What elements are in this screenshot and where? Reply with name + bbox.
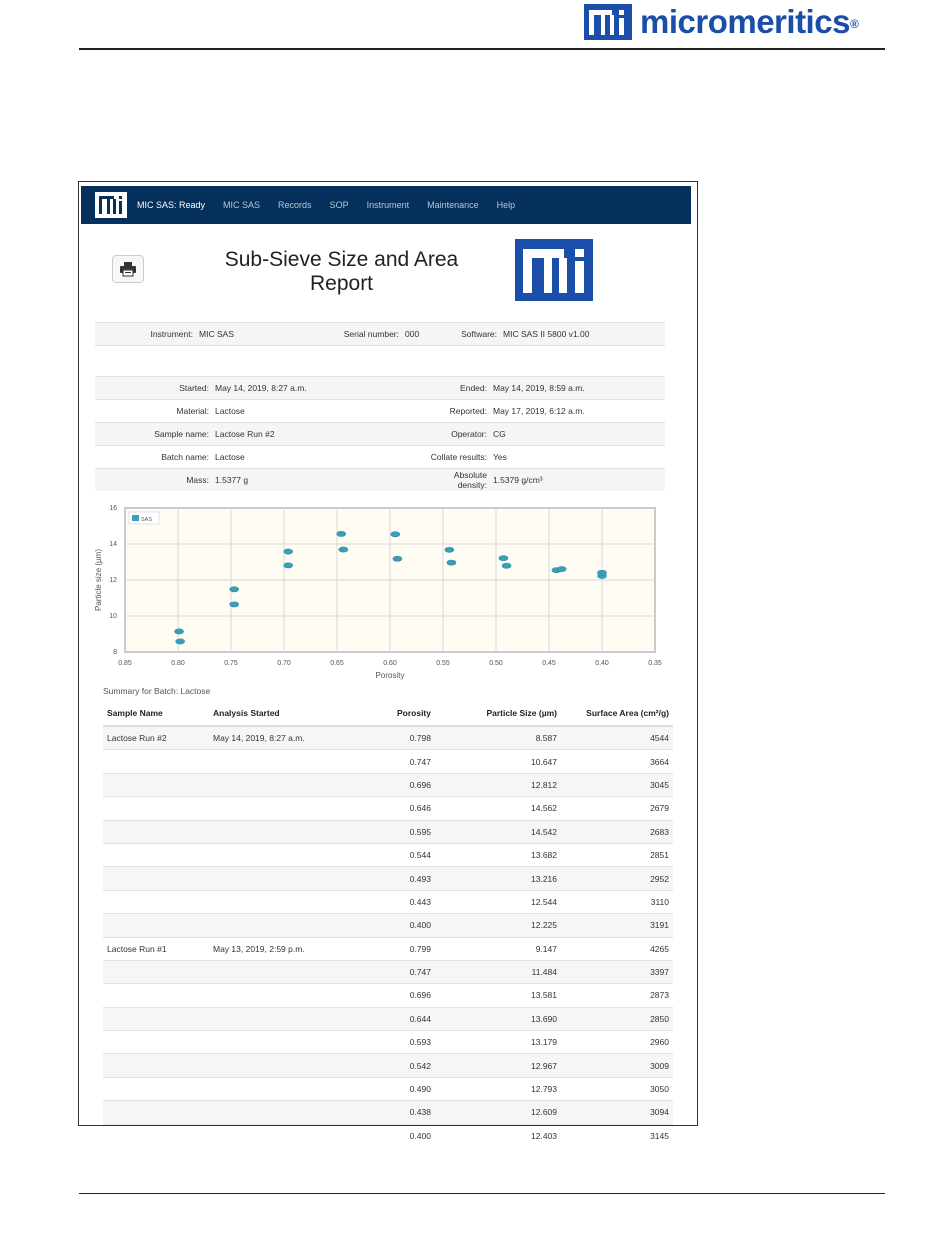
summary-table bbox=[103, 701, 673, 1147]
col-porosity: Porosity bbox=[367, 701, 435, 726]
data-point bbox=[447, 560, 456, 565]
col-analysis-started: Analysis Started bbox=[209, 701, 367, 726]
col-sample-name: Sample Name bbox=[103, 701, 209, 726]
x-tick-label: 0.50 bbox=[489, 660, 503, 667]
x-tick-label: 0.85 bbox=[118, 660, 132, 667]
table-row bbox=[103, 1124, 673, 1147]
cell-particle-size: 12.403 bbox=[435, 1124, 561, 1147]
cell-particle-size: 14.542 bbox=[435, 820, 561, 843]
cell-surface-area: 2851 bbox=[561, 843, 673, 866]
table-row bbox=[103, 1007, 673, 1030]
nav-help[interactable]: Help bbox=[496, 200, 516, 210]
cell-surface-area: 3045 bbox=[561, 773, 673, 796]
data-point bbox=[230, 602, 239, 607]
cell-sample-name bbox=[103, 1124, 209, 1147]
detail-right-value: CG bbox=[493, 429, 506, 439]
mi-logo-icon bbox=[515, 239, 593, 301]
analysis-details bbox=[95, 376, 665, 491]
cell-particle-size: 12.812 bbox=[435, 773, 561, 796]
cell-sample-name bbox=[103, 797, 209, 820]
cell-particle-size: 12.793 bbox=[435, 1077, 561, 1100]
cell-sample-name bbox=[103, 1007, 209, 1030]
nav-status[interactable]: MIC SAS: Ready bbox=[137, 200, 206, 210]
cell-analysis-started bbox=[209, 867, 367, 890]
detail-left-value: 1.5377 g bbox=[215, 475, 249, 485]
table-row bbox=[103, 890, 673, 913]
cell-particle-size: 13.216 bbox=[435, 867, 561, 890]
cell-surface-area: 4265 bbox=[561, 937, 673, 960]
table-row bbox=[103, 726, 673, 750]
data-point bbox=[445, 547, 454, 552]
table-row bbox=[103, 937, 673, 960]
mi-logo-icon[interactable] bbox=[95, 192, 127, 218]
data-point bbox=[598, 570, 607, 575]
y-tick-label: 16 bbox=[109, 505, 117, 512]
cell-surface-area: 2683 bbox=[561, 820, 673, 843]
cell-surface-area: 3050 bbox=[561, 1077, 673, 1100]
cell-analysis-started bbox=[209, 1124, 367, 1147]
table-row bbox=[103, 773, 673, 796]
cell-sample-name bbox=[103, 1054, 209, 1077]
detail-row bbox=[95, 445, 665, 468]
cell-porosity: 0.438 bbox=[367, 1101, 435, 1124]
cell-surface-area: 2873 bbox=[561, 984, 673, 1007]
detail-row bbox=[95, 399, 665, 422]
particle-size-chart bbox=[89, 502, 674, 692]
software-label: Software: bbox=[461, 329, 497, 339]
cell-particle-size: 11.484 bbox=[435, 960, 561, 983]
cell-porosity: 0.747 bbox=[367, 750, 435, 773]
cell-surface-area: 2952 bbox=[561, 867, 673, 890]
cell-sample-name bbox=[103, 773, 209, 796]
cell-analysis-started bbox=[209, 1031, 367, 1054]
data-point bbox=[230, 587, 239, 592]
app-screenshot bbox=[78, 181, 698, 1141]
cell-porosity: 0.747 bbox=[367, 960, 435, 983]
table-row bbox=[103, 1101, 673, 1124]
cell-sample-name bbox=[103, 843, 209, 866]
x-tick-label: 0.45 bbox=[542, 660, 556, 667]
report-title bbox=[199, 248, 484, 296]
table-row bbox=[103, 797, 673, 820]
cell-porosity: 0.593 bbox=[367, 1031, 435, 1054]
detail-left-label: Mass: bbox=[186, 475, 209, 485]
cell-analysis-started: May 14, 2019, 8:27 a.m. bbox=[209, 726, 367, 750]
legend-swatch bbox=[132, 515, 139, 521]
cell-sample-name bbox=[103, 890, 209, 913]
detail-right-value: May 17, 2019, 6:12 a.m. bbox=[493, 406, 585, 416]
instrument-row bbox=[95, 322, 665, 346]
cell-particle-size: 13.690 bbox=[435, 1007, 561, 1030]
detail-left-value: Lactose bbox=[215, 452, 245, 462]
cell-porosity: 0.799 bbox=[367, 937, 435, 960]
y-tick-label: 12 bbox=[109, 577, 117, 584]
cell-particle-size: 14.562 bbox=[435, 797, 561, 820]
cell-surface-area: 3009 bbox=[561, 1054, 673, 1077]
cell-sample-name bbox=[103, 1031, 209, 1054]
nav-maintenance[interactable]: Maintenance bbox=[427, 200, 479, 210]
table-row bbox=[103, 960, 673, 983]
x-tick-label: 0.55 bbox=[436, 660, 450, 667]
cell-porosity: 0.490 bbox=[367, 1077, 435, 1100]
micromeritics-logo bbox=[584, 4, 858, 40]
detail-right-label: Collate results: bbox=[430, 452, 487, 462]
cell-analysis-started bbox=[209, 914, 367, 937]
scatter-chart bbox=[89, 502, 674, 692]
cell-porosity: 0.696 bbox=[367, 773, 435, 796]
cell-porosity: 0.544 bbox=[367, 843, 435, 866]
cell-sample-name bbox=[103, 914, 209, 937]
software-value: MIC SAS II 5800 v1.00 bbox=[503, 329, 590, 339]
detail-left-value: Lactose bbox=[215, 406, 245, 416]
cell-porosity: 0.798 bbox=[367, 726, 435, 750]
report-title-line2: Report bbox=[309, 272, 374, 295]
cell-porosity: 0.646 bbox=[367, 797, 435, 820]
cell-particle-size: 13.179 bbox=[435, 1031, 561, 1054]
data-point bbox=[284, 549, 293, 554]
legend-label: SAS bbox=[141, 517, 153, 523]
detail-row bbox=[95, 376, 665, 399]
detail-left-label: Started: bbox=[179, 383, 209, 393]
cell-particle-size: 12.967 bbox=[435, 1054, 561, 1077]
detail-right-label: Absolute density: bbox=[453, 470, 487, 490]
cell-particle-size: 12.609 bbox=[435, 1101, 561, 1124]
table-row bbox=[103, 820, 673, 843]
cell-analysis-started bbox=[209, 1007, 367, 1030]
cell-sample-name bbox=[103, 1101, 209, 1124]
detail-left-label: Sample name: bbox=[154, 429, 209, 439]
serial-label: Serial number: bbox=[343, 329, 399, 339]
data-point bbox=[337, 531, 346, 536]
cell-surface-area: 3110 bbox=[561, 890, 673, 913]
cell-surface-area: 2679 bbox=[561, 797, 673, 820]
header-rule bbox=[79, 48, 885, 50]
data-point bbox=[176, 639, 185, 644]
x-tick-label: 0.35 bbox=[648, 660, 662, 667]
data-point bbox=[502, 563, 511, 568]
table-row bbox=[103, 984, 673, 1007]
x-axis-label: Porosity bbox=[375, 671, 405, 680]
cell-surface-area: 3094 bbox=[561, 1101, 673, 1124]
table-row bbox=[103, 843, 673, 866]
table-row bbox=[103, 1077, 673, 1100]
nav-mic-sas[interactable]: MIC SAS bbox=[223, 200, 261, 210]
cell-analysis-started bbox=[209, 750, 367, 773]
detail-row bbox=[95, 468, 665, 491]
data-point bbox=[499, 556, 508, 561]
detail-right-label: Ended: bbox=[460, 383, 487, 393]
cell-analysis-started bbox=[209, 843, 367, 866]
cell-porosity: 0.644 bbox=[367, 1007, 435, 1030]
instrument-info bbox=[95, 322, 665, 346]
cell-surface-area: 3397 bbox=[561, 960, 673, 983]
cell-surface-area: 3145 bbox=[561, 1124, 673, 1147]
nav-sop[interactable]: SOP bbox=[329, 200, 349, 210]
data-point bbox=[175, 629, 184, 634]
detail-left-value: May 14, 2019, 8:27 a.m. bbox=[215, 383, 307, 393]
col-surface-area: Surface Area (cm²/g) bbox=[561, 701, 673, 726]
data-point bbox=[284, 563, 293, 568]
cell-sample-name: Lactose Run #2 bbox=[103, 726, 209, 750]
cell-sample-name bbox=[103, 960, 209, 983]
table-row bbox=[103, 1054, 673, 1077]
cell-analysis-started bbox=[209, 773, 367, 796]
brand-wordmark: micromeritics® bbox=[640, 3, 859, 40]
cell-analysis-started bbox=[209, 1101, 367, 1124]
navbar bbox=[81, 186, 691, 224]
cell-sample-name bbox=[103, 750, 209, 773]
data-point bbox=[391, 532, 400, 537]
footer-rule bbox=[79, 1193, 885, 1194]
instrument-value: MIC SAS bbox=[199, 329, 234, 339]
cell-analysis-started bbox=[209, 890, 367, 913]
data-point bbox=[339, 547, 348, 552]
detail-right-value: May 14, 2019, 8:59 a.m. bbox=[493, 383, 585, 393]
x-tick-label: 0.75 bbox=[224, 660, 238, 667]
x-tick-label: 0.65 bbox=[330, 660, 344, 667]
cell-sample-name: Lactose Run #1 bbox=[103, 937, 209, 960]
cell-porosity: 0.443 bbox=[367, 890, 435, 913]
cell-surface-area: 3664 bbox=[561, 750, 673, 773]
mi-logo-icon bbox=[584, 4, 632, 40]
cell-sample-name bbox=[103, 984, 209, 1007]
cell-porosity: 0.400 bbox=[367, 1124, 435, 1147]
cell-particle-size: 12.225 bbox=[435, 914, 561, 937]
nav-instrument[interactable]: Instrument bbox=[366, 200, 410, 210]
serial-value: 000 bbox=[405, 329, 420, 339]
cell-particle-size: 12.544 bbox=[435, 890, 561, 913]
table-row bbox=[103, 867, 673, 890]
cell-particle-size: 13.581 bbox=[435, 984, 561, 1007]
cell-particle-size: 13.682 bbox=[435, 843, 561, 866]
detail-right-value: 1.5379 g/cm³ bbox=[493, 475, 543, 485]
y-tick-label: 8 bbox=[113, 649, 117, 656]
table-header-row bbox=[103, 701, 673, 726]
cell-surface-area: 3191 bbox=[561, 914, 673, 937]
detail-right-value: Yes bbox=[493, 452, 507, 462]
y-tick-label: 14 bbox=[109, 541, 117, 548]
x-tick-label: 0.40 bbox=[595, 660, 609, 667]
cell-analysis-started: May 13, 2019, 2:59 p.m. bbox=[209, 937, 367, 960]
nav-records[interactable]: Records bbox=[278, 200, 312, 210]
cell-porosity: 0.400 bbox=[367, 914, 435, 937]
print-button[interactable] bbox=[112, 255, 144, 283]
detail-right-label: Operator: bbox=[451, 429, 487, 439]
table-row bbox=[103, 1031, 673, 1054]
cell-surface-area: 2850 bbox=[561, 1007, 673, 1030]
cell-porosity: 0.542 bbox=[367, 1054, 435, 1077]
detail-left-value: Lactose Run #2 bbox=[215, 429, 275, 439]
y-axis-label: Particle size (µm) bbox=[94, 549, 103, 611]
y-tick-label: 10 bbox=[109, 613, 117, 620]
x-tick-label: 0.60 bbox=[383, 660, 397, 667]
detail-right-label: Reported: bbox=[449, 406, 487, 416]
cell-analysis-started bbox=[209, 1054, 367, 1077]
table-row bbox=[103, 914, 673, 937]
data-point bbox=[393, 556, 402, 561]
cell-porosity: 0.696 bbox=[367, 984, 435, 1007]
cell-sample-name bbox=[103, 867, 209, 890]
table-row bbox=[103, 750, 673, 773]
x-tick-label: 0.70 bbox=[277, 660, 291, 667]
detail-row bbox=[95, 422, 665, 445]
report-title-line1: Sub-Sieve Size and Area bbox=[224, 248, 459, 271]
cell-porosity: 0.493 bbox=[367, 867, 435, 890]
detail-left-label: Material: bbox=[176, 406, 209, 416]
cell-analysis-started bbox=[209, 1077, 367, 1100]
printer-icon bbox=[120, 262, 136, 276]
cell-porosity: 0.595 bbox=[367, 820, 435, 843]
cell-analysis-started bbox=[209, 984, 367, 1007]
data-point bbox=[557, 566, 566, 571]
cell-particle-size: 9.147 bbox=[435, 937, 561, 960]
cell-analysis-started bbox=[209, 797, 367, 820]
instrument-label: Instrument: bbox=[150, 329, 193, 339]
cell-surface-area: 4544 bbox=[561, 726, 673, 750]
cell-sample-name bbox=[103, 820, 209, 843]
summary-caption: Summary for Batch: Lactose bbox=[103, 686, 211, 696]
cell-particle-size: 8.587 bbox=[435, 726, 561, 750]
detail-left-label: Batch name: bbox=[161, 452, 209, 462]
col-particle-size: Particle Size (µm) bbox=[435, 701, 561, 726]
cell-surface-area: 2960 bbox=[561, 1031, 673, 1054]
cell-analysis-started bbox=[209, 960, 367, 983]
cell-analysis-started bbox=[209, 820, 367, 843]
cell-particle-size: 10.647 bbox=[435, 750, 561, 773]
cell-sample-name bbox=[103, 1077, 209, 1100]
x-tick-label: 0.80 bbox=[171, 660, 185, 667]
